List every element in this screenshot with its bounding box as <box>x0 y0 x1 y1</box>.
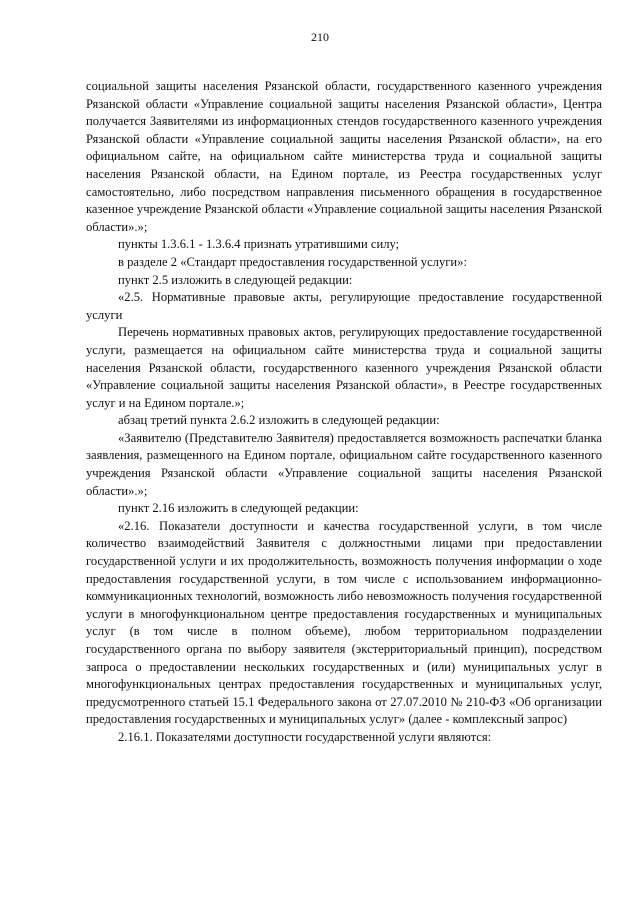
paragraph-clause-2-6-2-intro: абзац третий пункта 2.6.2 изложить в следующей редакции: <box>118 413 440 428</box>
paragraph-clause-2-16-text: «2.16. Показатели доступности и качества государственной услуги, в том числе количество взаимодействий Заявителя с должностными лицами при предоставлении государственной услуги и их продолжительность, возможность получения информации о ходе предоставления государственной услуги, в том числе с использованием информационно-коммуникационных технологий, возможность либо невозможность получения государственной услуги в многофункциональном центре предоставления государственных и муниципальных услуг (в том числе в полном объеме), любом территориальном подразделении государственного органа по выбору заявителя (экстерриториальный принцип), посредством запроса о предоставлении нескольких государственных и (или) муниципальных услуг в многофункциональных центрах предоставления государственных и муниципальных услуг, предусмотренного статьей 15.1 Федерального закона от 27.07.2010 № 210-ФЗ «Об организации предоставления государственных и муниципальных услуг» (далее - комплексный запрос) <box>86 518 602 727</box>
paragraph-repeal-clauses: пункты 1.3.6.1 - 1.3.6.4 признать утратившими силу; <box>118 237 400 252</box>
document-body <box>86 78 602 747</box>
paragraph-section-2-heading: в разделе 2 «Стандарт предоставления государственной услуги»: <box>118 254 467 269</box>
paragraph-clause-2-16-intro: пункт 2.16 изложить в следующей редакции: <box>118 501 359 516</box>
page-number: 210 <box>311 30 329 44</box>
paragraph-clause-2-5-intro: пункт 2.5 изложить в следующей редакции: <box>118 272 353 287</box>
paragraph-clause-2-16-1: 2.16.1. Показателями доступности государственной услуги являются: <box>118 729 492 744</box>
paragraph-clause-2-6-2-text: «Заявителю (Представителю Заявителя) предоставляется возможность распечатки бланка заявления, размещенного на Едином портале, официальном сайте государственного казенного учреждения Рязанской области «Управление социальной защиты населения Рязанской области».»; <box>86 430 602 498</box>
paragraph-clause-2-5-title: «2.5. Нормативные правовые акты, регулирующие предоставление государственной услуги <box>86 290 602 322</box>
paragraph-continuation: социальной защиты населения Рязанской области, государственного казенного учреждения Рязанской области «Управление социальной защиты населения Рязанской области», Центра получается Заявителями из информационных стендов государственного казенного учреждения Рязанской области «Управление социальной защиты населения Рязанской области», на его официальном сайте, на официальном сайте министерства труда и социальной защиты населения Рязанской области, на Едином портале, из Реестра государственных услуг самостоятельно, либо посредством направления письменного обращения в государственное казенное учреждение Рязанской области «Управление социальной защиты населения Рязанской области».»; <box>86 79 602 234</box>
paragraph-clause-2-5-text: Перечень нормативных правовых актов, регулирующих предоставление государственной услуги, размещается на официальном сайте министерства труда и социальной защиты населения Рязанской области, государственного казенного учреждения Рязанской области «Управление социальной защиты населения Рязанской области», в Реестре государственных услуг и на Едином портале.»; <box>86 325 602 410</box>
